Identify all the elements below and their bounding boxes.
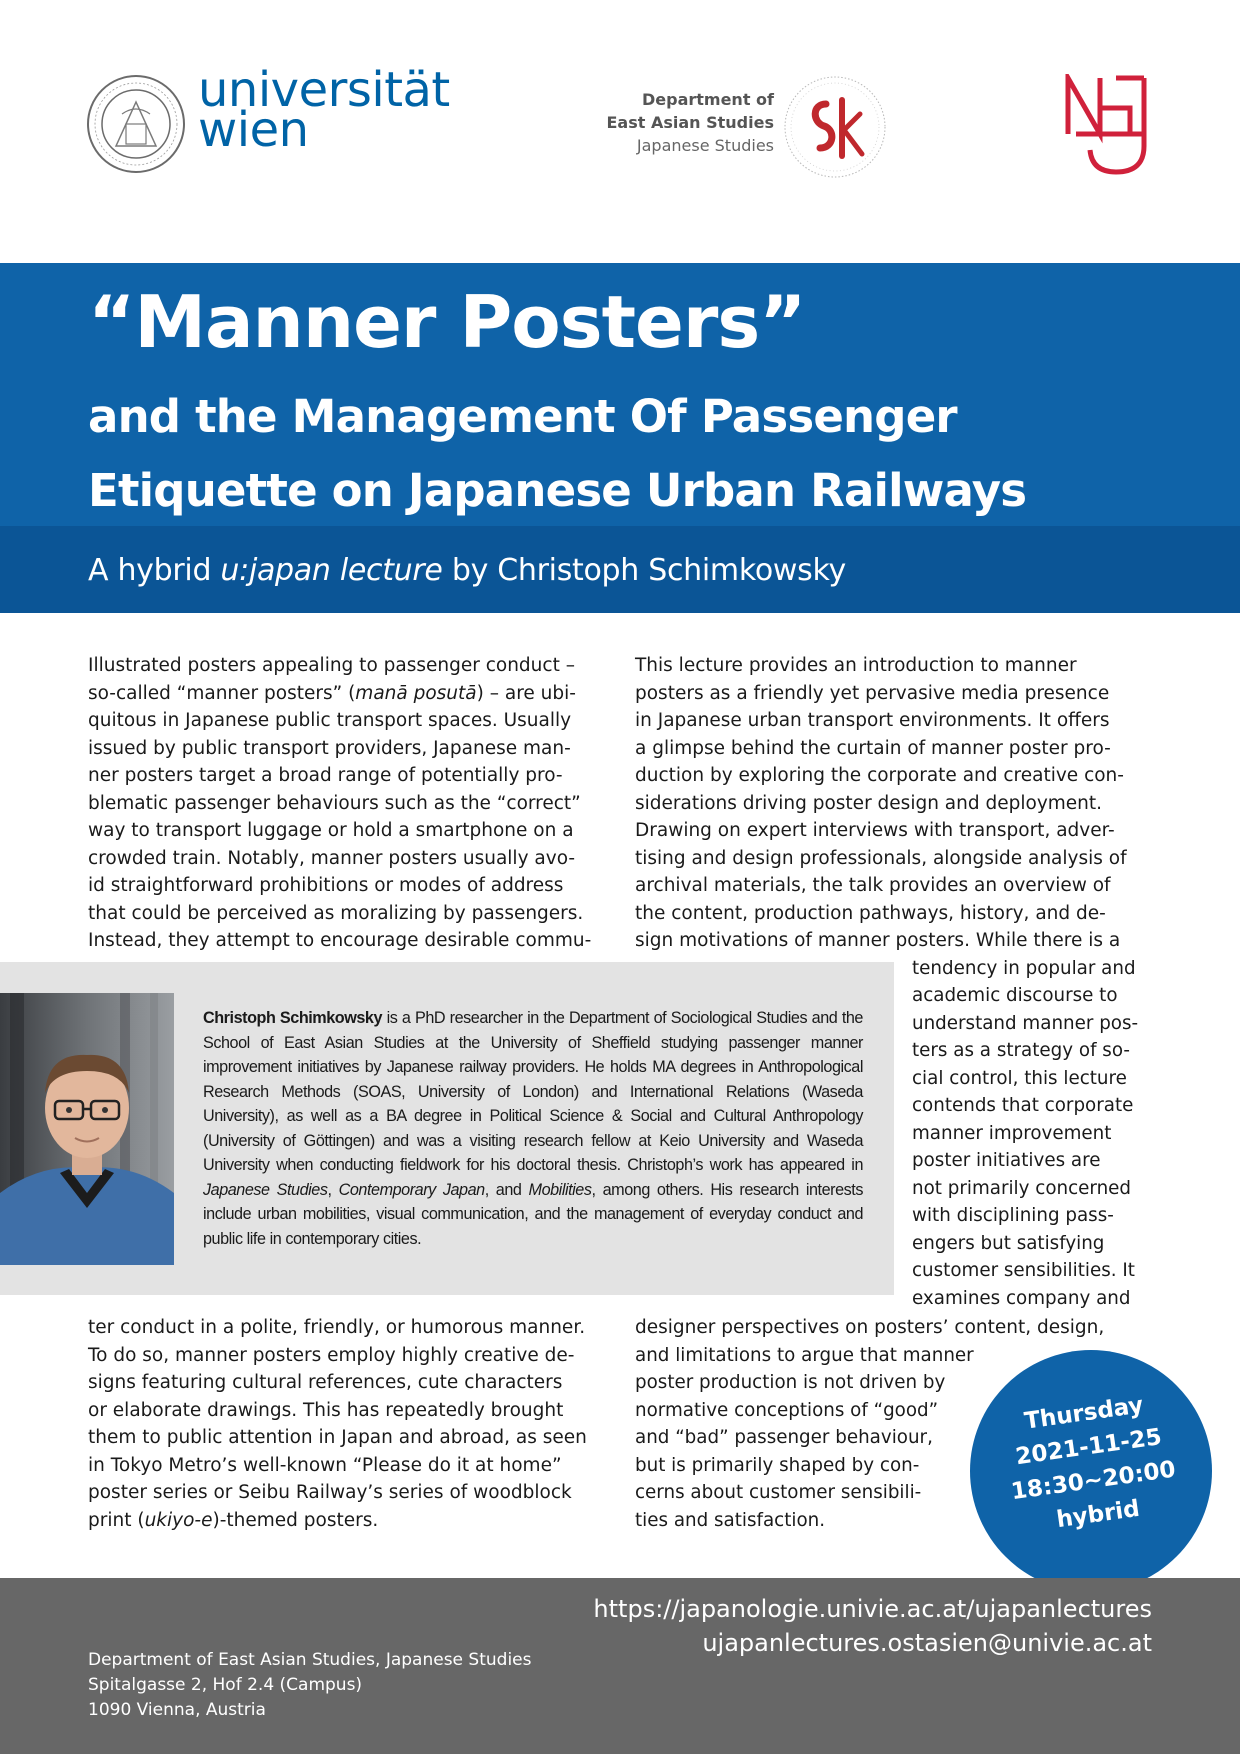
contact-email-link[interactable]: ujapanlectures.ostasien@univie.ac.at [702,1629,1152,1657]
text-line: Illustrated posters appealing to passenger conduct – [88,655,575,676]
text-line: contends that corporate [912,1095,1134,1116]
text-line: poster series or Seibu Railway’s series of woodblock [88,1482,572,1503]
text-line: poster production is not driven by [635,1372,946,1393]
text-line: ner posters target a broad range of potentially pro- [88,765,563,786]
text-line: customer sensibilities. It [912,1260,1135,1281]
text-line: examines company and [912,1287,1131,1309]
dept-line2: East Asian Studies [606,113,774,132]
text-line: the content, production pathways, history, and de- [635,902,1106,924]
text-line: not primarily concerned [912,1177,1132,1199]
text-line: academic discourse to [912,985,1118,1006]
text-line: archival materials, the talk provides an overview of [635,875,1111,896]
text-line: but is primarily shaped by con- [635,1454,920,1476]
lecture-url-link[interactable]: https://japanologie.univie.ac.at/ujapanlectures [593,1595,1152,1623]
dept-line1: Department of [641,90,774,109]
department-logo-text [560,88,774,157]
text-line: normative conceptions of “good” [635,1399,939,1421]
lecture-subtitle [88,548,846,594]
dept-line3: Japanese Studies [636,136,774,155]
subtitle-pre: A hybrid [88,553,221,588]
text-line: signs featuring cultural references, cute characters [88,1372,563,1393]
footer-address [88,1648,531,1723]
footer-contact [593,1592,1152,1660]
text-line: understand manner pos- [912,1012,1139,1034]
university-line2: wien [198,102,309,158]
abstract-right-full-line [635,1314,1152,1342]
speaker-name: Christoph Schimkowsky [203,1009,383,1027]
subtitle-post: by Christoph Schimkowsky [442,553,846,588]
text-line: Drawing on expert interviews with transport, adver- [635,820,1115,841]
text-line: sign motivations of manner posters. While there is a [635,930,1121,951]
text-line: cial control, this lecture [912,1067,1127,1089]
text-line: crowded train. Notably, manner posters usually avo- [88,847,576,869]
text-line: in Japanese urban transport environments. It offers [635,710,1110,731]
title-line2: and the Management Of Passenger [88,390,957,443]
text-line: ters as a strategy of so- [912,1040,1130,1061]
address-line3: 1090 Vienna, Austria [88,1700,266,1720]
text-line: This lecture provides an introduction to manner [635,655,1077,676]
address-line1: Department of East Asian Studies, Japanese Studies [88,1650,532,1670]
subtitle-series: u:japan lecture [220,553,443,588]
text-line: designer perspectives on posters’ content, design, [635,1317,1105,1338]
event-time: 18:30~20:00 [1009,1456,1178,1506]
text-line: tendency in popular and [912,957,1136,979]
text-line: so-called “manner posters” (manā posutā) – are ubi- [88,682,576,704]
text-line: quitous in Japanese public transport spaces. Usually [88,710,572,731]
text-line: way to transport luggage or hold a smartphone on a [88,820,574,841]
text-line: engers but satisfying [912,1232,1105,1254]
text-line: duction by exploring the corporate and creative con- [635,765,1124,786]
text-line: a glimpse behind the curtain of manner poster pro- [635,737,1111,759]
address-line2: Spitalgasse 2, Hof 2.4 (Campus) [88,1675,363,1695]
title-main: “Manner Posters” [88,280,806,364]
title-line3: Etiquette on Japanese Urban Railways [88,464,1027,517]
text-line: manner improvement [912,1122,1112,1144]
event-mode: hybrid [1054,1495,1142,1534]
text-line: cerns about customer sensibili- [635,1482,922,1503]
abstract-left-part1 [88,652,605,955]
text-line: posters as a friendly yet pervasive media presence [635,682,1110,704]
text-line: tising and design professionals, alongside analysis of [635,847,1127,869]
abstract-right-part1 [635,652,1152,955]
abstract-right-narrow [912,955,1152,1313]
text-line: To do so, manner posters employ highly creative de- [88,1344,575,1366]
text-line: issued by public transport providers, Japanese man- [88,737,571,759]
text-line: them to public attention in Japan and abroad, as seen [88,1427,587,1448]
abstract-left-part2 [88,1314,605,1534]
text-line: and limitations to argue that manner [635,1344,974,1366]
text-line: and “bad” passenger behaviour, [635,1427,933,1448]
department-seal-icon [782,74,888,180]
text-line: in Tokyo Metro’s well-known “Please do it at home” [88,1454,562,1476]
abstract-right-part2 [635,1342,1015,1535]
text-line: blematic passenger behaviours such as the “correct” [88,792,581,814]
title-secondary [88,380,1026,528]
text-line: ter conduct in a polite, friendly, or humorous manner. [88,1317,586,1338]
text-line: or elaborate drawings. This has repeatedly brought [88,1399,564,1421]
university-logo-text [198,62,450,158]
speaker-portrait-photo [0,993,174,1265]
text-line: Instead, they attempt to encourage desirable commu- [88,930,592,951]
university-seal-icon [86,74,186,174]
text-line: poster initiatives are [912,1150,1101,1171]
aaj-logo-icon [1064,74,1154,176]
text-line: ties and satisfaction. [635,1509,826,1531]
text-line: print (ukiyo-e)-themed posters. [88,1509,379,1531]
text-line: with disciplining pass- [912,1205,1114,1226]
speaker-bio-text: Christoph Schimkowsky is a PhD researcher in the Department of Sociological Studies and the School of East Asian Studies at the University of Sheffield studying passenger manner improvement initiatives by Japanese railway providers. He holds MA degrees in Anthropological Research Methods (SOAS, University of London) and International Relations (Waseda University), as well as a BA degree in Political Science & Social and Cultural Anthropology (University of Göttingen) and was a visiting research fellow at Keio University and Waseda University when conducting fieldwork for his doctoral thesis. Christoph’s work has appeared in Japanese Studies, Contemporary Japan, and Mobilities, among others. His research interests include urban mobilities, visual communication, and the management of everyday conduct and public life in contemporary cities. [203,1009,863,1248]
event-date: 2021-11-25 [1013,1424,1164,1471]
event-day: Thursday [1022,1392,1146,1435]
university-line1: universität [198,62,450,118]
text-line: siderations driving poster design and deployment. [635,792,1103,814]
text-line: that could be perceived as moralizing by passengers. [88,902,584,924]
text-line: id straightforward prohibitions or modes of address [88,875,564,896]
